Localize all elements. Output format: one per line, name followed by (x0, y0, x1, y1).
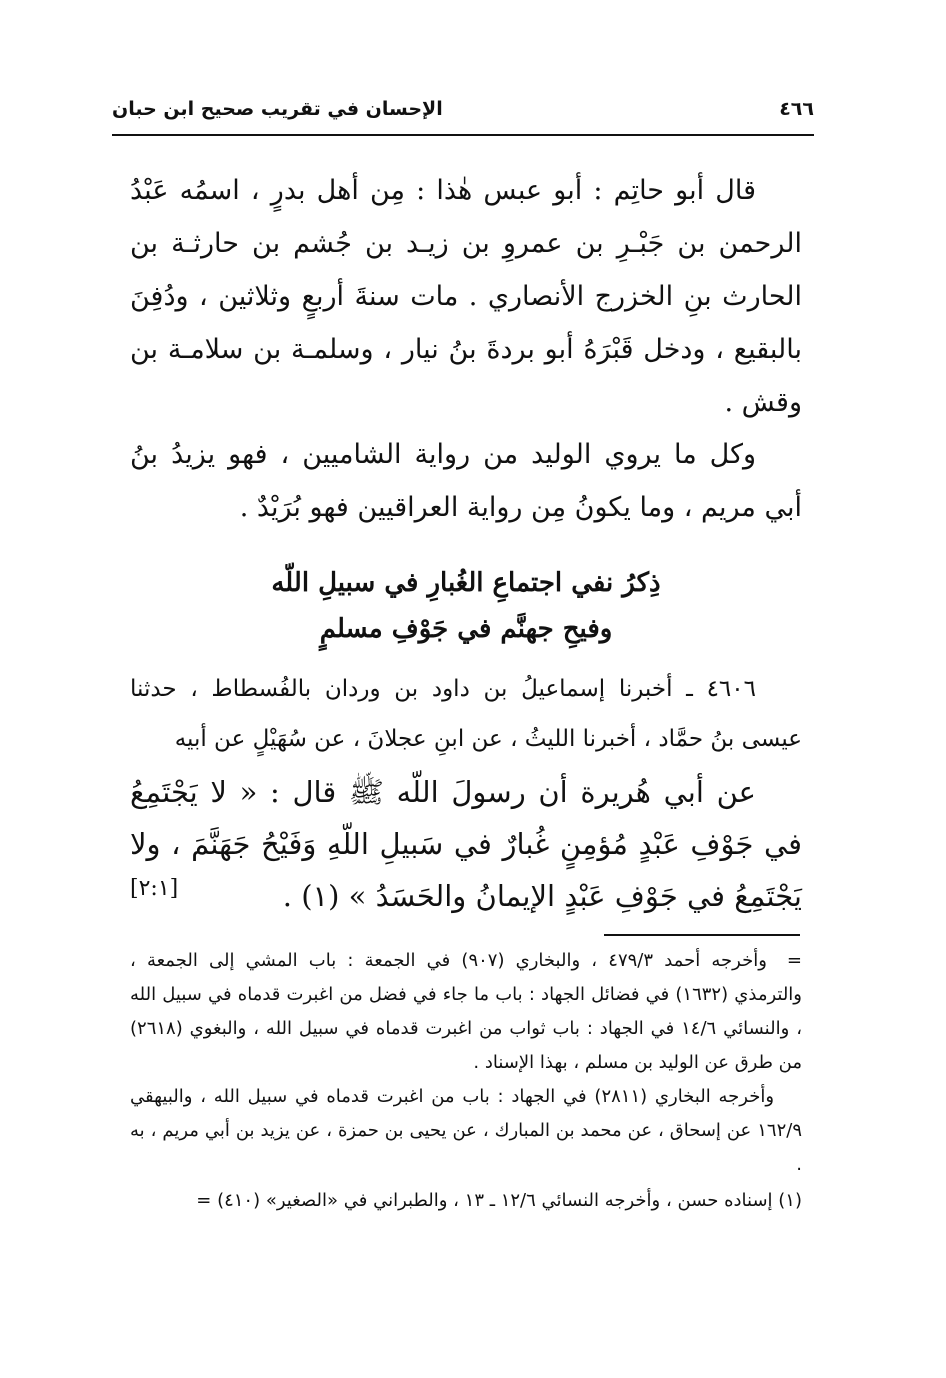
paragraph-walid-note: وكل ما يروي الوليد من رواية الشاميين ، فهو يزيدُ بنُ أبي مريم ، وما يكونُ مِن رواية العراقيين فهو بُرَيْدٌ . (130, 439, 802, 523)
footnote-continued-text: وأخرجه أحمد ٤٧٩/٣ ، والبخاري (٩٠٧) في الجمعة : باب المشي إلى الجمعة ، والترمذي (١٦٣٢) في فضائل الجهاد : باب ما جاء في فضل من اغبرت قدماه في سبيل الله ، والنسائي ١٤/٦ في الجهاد : باب ثواب من اغبرت قدماه في سبيل الله ، والبغوي (٢٦١٨) من طرق عن الوليد بن مسلم ، بهذا الإسناد . (130, 950, 803, 1073)
chapter-heading (130, 560, 802, 652)
footnote-continued (130, 944, 802, 1080)
running-header (112, 96, 814, 136)
footnote-1: (١) إسناده حسن ، وأخرجه النسائي ١٢/٦ ـ ١٣ ، والطبراني في «الصغير» (٤١٠) = (196, 1190, 802, 1211)
page-number: ٤٦٦ (779, 98, 814, 120)
footnote-second-paragraph: وأخرجه البخاري (٢٨١١) في الجهاد : باب من اغبرت قدماه في سبيل الله ، والبيهقي ١٦٢/٩ عن إسحاق ، عن محمد بن المبارك ، عن يحيى بن حمزة ، عن يزيد بن أبي مريم ، به . (130, 1086, 802, 1175)
continuation-mark: = (786, 950, 802, 971)
hadith-reference: [٢:١] (130, 876, 179, 901)
footnote-divider (604, 934, 800, 936)
footnotes (130, 944, 802, 1218)
hadith-matn: عن أبي هُريرة أن رسولَ اللّه ﷺ قال : « لا يَجْتَمِعُ في جَوْفِ عَبْدٍ مُؤمِنٍ غُبارٌ في سَبيلِ اللّهِ وَفَيْحُ جَهَنَّمَ ، ولا يَجْتَمِعُ في جَوْفِ عَبْدٍ الإيمانُ والحَسَدُ » (١) . (130, 775, 802, 913)
chapter-heading-line-1: ذِكرُ نفي اجتماعِ الغُبارِ في سبيلِ اللّه (271, 568, 661, 598)
book-title: الإحسان في تقريب صحيح ابن حبان (112, 98, 443, 120)
hadith-isnad: ٤٦٠٦ ـ أخبرنا إسماعيلُ بن داود بن وردان بالفُسطاط ، حدثنا عيسى بنُ حمَّاد ، أخبرنا الليثُ ، عن ابنِ عجلانَ ، عن سُهَيْلٍ عن أبيه (130, 676, 802, 752)
chapter-heading-line-2: وفيحِ جهنَّم في جَوْفِ مسلمٍ (319, 614, 613, 644)
paragraph-narrator-note: قال أبو حاتِم : أبو عبس هٰذا : مِن أهل بدرٍ ، اسمُه عَبْدُ الرحمن بن جَبْـرِ بن عمروِ بن زيـد بن جُشم بن حارثـة بن الحارث بنِ الخزرج الأنصاري . مات سنةَ أربعٍ وثلاثين ، ودُفِنَ بالبقيع ، ودخل قَبْرَهُ أبو بردةَ بنُ نيار ، وسلمـة بن سلامـة بن وقش . (130, 175, 802, 418)
